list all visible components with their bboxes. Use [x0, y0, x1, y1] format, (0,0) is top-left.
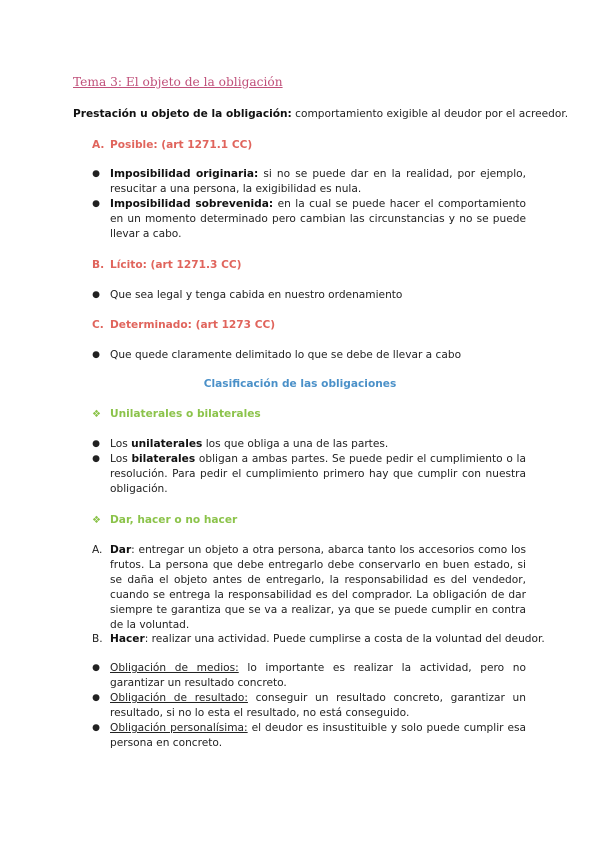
- dar-header: Dar, hacer o no hacer: [110, 514, 238, 526]
- diamond-icon: ❖: [92, 409, 101, 420]
- item-bold: bilaterales: [131, 453, 196, 465]
- determinado-marker: C.: [92, 319, 104, 331]
- item-text: lo importante es realizar la actividad, pero no garantizar un resultado concreto.: [110, 662, 526, 689]
- unilaterales-header: Unilaterales o bilaterales: [110, 408, 261, 420]
- item-underlined: Obligación de medios:: [110, 662, 239, 674]
- item-underlined: Obligación de resultado:: [110, 692, 248, 704]
- list-item: Que sea legal y tenga cabida en nuestro ordenamiento: [110, 289, 403, 301]
- item-bold: Dar: [110, 544, 132, 556]
- bullet-icon: ●: [92, 290, 100, 300]
- item-text: el deudor es insustituible y solo puede cumplir esa persona en concreto.: [110, 722, 527, 749]
- item-text: : realizar una actividad. Puede cumplirse a costa de la voluntad del deudor.: [144, 633, 545, 645]
- item-underlined: Obligación personalísima:: [110, 722, 248, 734]
- dar-paragraph: [110, 543, 526, 633]
- diamond-icon: ❖: [92, 515, 101, 526]
- item-bold: Hacer: [110, 633, 145, 645]
- intro-bold: Prestación u objeto de la obligación:: [73, 108, 292, 120]
- intro-text: comportamiento exigible al deudor por el acreedor.: [291, 108, 569, 120]
- licito-header: Lícito: (art 1271.3 CC): [110, 259, 242, 271]
- determinado-header: Determinado: (art 1273 CC): [110, 319, 276, 331]
- list-item: [110, 661, 526, 691]
- intro-paragraph: [73, 107, 568, 122]
- bullet-icon: ●: [92, 693, 100, 703]
- item-prefix: Los: [110, 453, 132, 465]
- item-text: en la cual se puede hacer el comportamiento en un momento determinado pero cambian las circunstancias y no se puede llevar a cabo.: [110, 198, 526, 240]
- bullet-icon: ●: [92, 439, 100, 449]
- item-bold: unilaterales: [131, 438, 203, 450]
- item-text: : entregar un objeto a otra persona, abarca tanto los accesorios como los frutos. La persona que debe entregarlo debe conservarlo en buen estado, si se daña el objeto antes de entregarlo, la responsabilidad es del vendedor, cuando se entrega la responsabilidad es del comprador. La obligación de dar siempre te garantiza que se va a realizar, ya que se puede cumplir en contra de la voluntad.: [110, 544, 526, 631]
- list-item: [110, 721, 526, 751]
- item-text: los que obliga a una de las partes.: [202, 438, 389, 450]
- posible-marker: A.: [92, 139, 105, 151]
- licito-marker: B.: [92, 259, 105, 271]
- bullet-icon: ●: [92, 350, 100, 360]
- bullet-icon: ●: [92, 454, 100, 464]
- dar-marker: A.: [92, 544, 103, 556]
- posible-header: Posible: (art 1271.1 CC): [110, 139, 253, 151]
- page-title: Tema 3: El objeto de la obligación: [73, 75, 283, 89]
- hacer-marker: B.: [92, 633, 103, 645]
- bullet-icon: ●: [92, 663, 100, 673]
- item-prefix: Los: [110, 438, 132, 450]
- hacer-paragraph: [110, 632, 545, 647]
- item-text: obligan a ambas partes. Se puede pedir el cumplimiento o la resolución. Para pedir el cumplimiento primero hay que cumplir con nuestra obligación.: [110, 453, 526, 495]
- item-text: conseguir un resultado concreto, garantizar un resultado, si no lo esta el resultado, no está conseguido.: [110, 692, 526, 719]
- list-item: [110, 452, 526, 497]
- section-title: Clasificación de las obligaciones: [203, 378, 397, 390]
- list-item: [110, 167, 526, 197]
- list-item: Que quede claramente delimitado lo que se debe de llevar a cabo: [110, 349, 462, 361]
- bullet-icon: ●: [92, 723, 100, 733]
- bullet-icon: ●: [92, 169, 100, 179]
- bullet-icon: ●: [92, 199, 100, 209]
- item-bold: Imposibilidad sobrevenida:: [110, 198, 274, 210]
- list-item: [110, 691, 526, 721]
- item-bold: Imposibilidad originaria:: [110, 168, 259, 180]
- item-text: si no se puede dar en la realidad, por ejemplo, resucitar a una persona, la exigibilidad es nula.: [110, 168, 526, 195]
- list-item: [110, 437, 526, 452]
- list-item: [110, 197, 526, 242]
